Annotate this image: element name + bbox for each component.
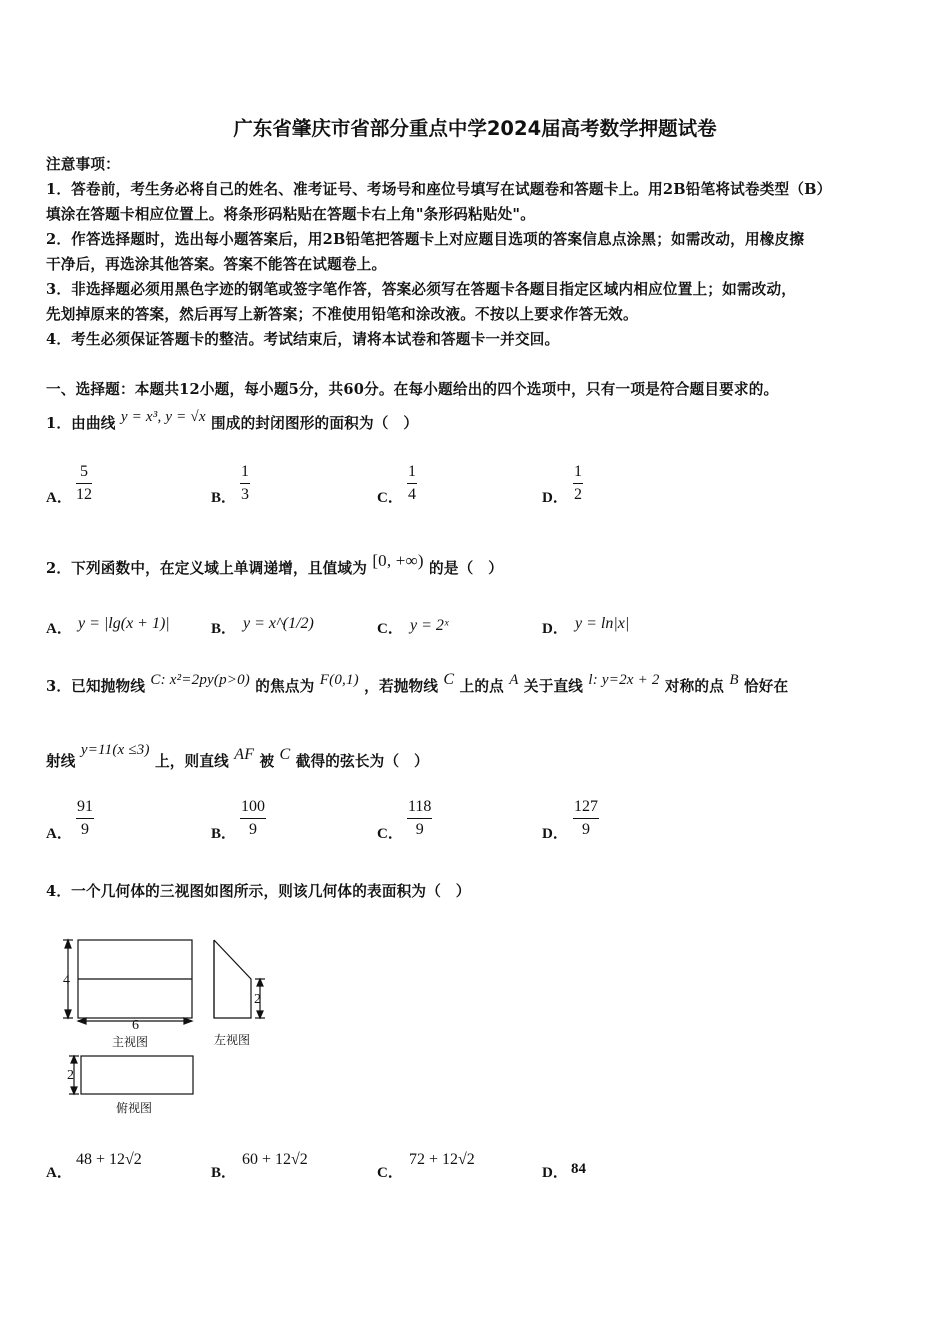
q2-option-b-value: y = x^(1/2) [243,615,314,632]
q3-option-d-value [573,798,599,839]
q3-l2-prefix: 射线 [46,753,76,770]
q3-text-7: 恰好在 [743,678,789,695]
q3-text-2: 的焦点为 [255,678,315,695]
front-view [63,940,192,1024]
q1-option-c-label: C． [377,490,403,506]
notice-line-3: 2．作答选择题时，选出每小题答案后，用2B铅笔把答题卡上对应题目选项的答案信息点涂黑；如需改动，用橡皮擦 [46,231,805,248]
section-heading: 一、选择题：本题共12小题，每小题5分，共60分。在每小题给出的四个选项中，只有一项是符合题目要求的。 [46,381,779,398]
q2-option-a-value: y = |lg(x + 1)| [78,615,170,632]
q4-option-d-label: D． [542,1165,568,1181]
q3-c-den: 9 [415,821,424,838]
q1-option-d-value [573,463,583,504]
q1-option-a-label: A． [46,490,72,506]
q2-option-c-value: y = 2ˣ [410,617,449,634]
q3-text-3: ，若抛物线 [364,678,439,695]
notice-line-2: 填涂在答题卡相应位置上。将条形码粘贴在答题卡右上角"条形码粘贴处"。 [46,206,536,223]
q3-text-4: 上的点 [459,678,504,695]
question-3-stem-line-2 [46,742,429,771]
q3-l2-math-1: y=11(x ≤3) [80,742,150,758]
notice-heading: 注意事项： [46,156,120,173]
q3-option-a-label: A． [46,826,72,842]
q3-option-b-label: B． [211,826,237,842]
q4-option-c-label: C． [377,1165,403,1181]
q2-option-a-label: A． [46,621,72,637]
question-2-stem [46,551,504,578]
top-view-caption: 俯视图 [116,1101,153,1115]
notice-line-5: 3．非选择题必须用黑色字迹的钢笔或签字笔作答，答案必须写在答题卡各题目指定区域内相应位置上；如需改动， [46,281,797,298]
q3-d-num: 127 [574,798,598,815]
side-dim-label: 2 [254,992,261,1007]
q3-a-den: 9 [81,821,89,838]
q3-option-c-label: C． [377,826,403,842]
q3-option-a-value [76,798,94,839]
q3-l2-text-2: 上，则直线 [154,753,229,770]
q1-option-b-label: B． [211,490,237,506]
front-view-caption: 主视图 [112,1035,149,1049]
q1-c-den: 4 [408,486,416,503]
front-width-label: 6 [132,1018,139,1033]
q3-b-num: 100 [241,798,265,815]
q2-suffix: 的是（ ） [429,560,504,577]
q3-c-num: 118 [408,798,432,815]
q1-prefix: 1．由曲线 [46,415,116,432]
q1-c-num: 1 [408,463,416,480]
q3-l2-math-2: AF [234,746,255,763]
q4-option-d-value: 84 [571,1161,586,1177]
q3-math-6: B [729,672,739,688]
question-4-stem: 4．一个几何体的三视图如图所示，则该几何体的表面积为（ ） [46,883,471,900]
q3-option-d-label: D． [542,826,568,842]
q3-a-num: 91 [77,798,93,815]
q2-option-b-label: B． [211,621,237,637]
q3-math-4: A [509,672,519,688]
q1-b-den: 3 [241,486,249,503]
q2-option-c-label: C． [377,621,403,637]
q4-option-b-value: 60 + 12√2 [242,1151,308,1168]
q2-option-d-value: y = ln|x| [575,615,630,632]
top-view [69,1056,193,1094]
q3-d-den: 9 [582,821,590,838]
q3-l2-text-3: 被 [259,753,275,770]
q1-d-num: 1 [574,463,582,480]
page-title: 广东省肇庆市省部分重点中学2024届高考数学押题试卷 [233,117,717,140]
notice-line-4: 干净后，再选涂其他答案。答案不能答在试题卷上。 [46,256,387,273]
q4-option-b-label: B． [211,1165,237,1181]
q3-math-1: C: x²=2py(p>0) [150,672,251,688]
q2-option-d-label: D． [542,621,568,637]
notice-line-1: 1．答卷前，考生务必将自己的姓名、准考证号、考场号和座位号填写在试题卷和答题卡上。用2B铅笔将试卷类型（B） [46,181,832,198]
q3-b-den: 9 [249,821,257,838]
question-3-stem-line-1 [46,671,789,696]
q1-math: y = x³, y = √x [120,409,206,425]
q1-a-num: 5 [80,463,88,480]
q4-option-a-label: A． [46,1165,72,1181]
q3-l2-text-4: 截得的弦长为（ ） [295,753,429,770]
notice-line-7: 4．考生必须保证答题卡的整洁。考试结束后，请将本试卷和答题卡一并交回。 [46,331,560,348]
q2-prefix: 2．下列函数中，在定义域上单调递增，且值域为 [46,560,368,577]
notice-line-6: 先划掉原来的答案，然后再写上新答案；不准使用铅笔和涂改液。不按以上要求作答无效。 [46,306,638,323]
q3-text-6: 对称的点 [664,678,725,695]
q3-math-2: F(0,1) [319,672,359,688]
q4-option-c-value: 72 + 12√2 [409,1151,475,1168]
question-1-stem [46,409,419,433]
q1-option-d-label: D． [542,490,568,506]
q1-option-a-value [76,463,92,504]
q3-math-5: l: y=2x + 2 [588,672,660,688]
q3-prefix: 3．已知抛物线 [46,678,146,695]
q1-suffix: 围成的封闭图形的面积为（ ） [211,415,419,432]
q4-option-a-value: 48 + 12√2 [76,1151,142,1168]
q3-option-c-value [407,798,432,839]
q1-option-c-value [407,463,417,504]
q3-text-5: 关于直线 [523,678,584,695]
front-height-label: 4 [63,973,70,988]
side-view-caption: 左视图 [214,1033,251,1047]
three-view-figure [56,935,286,1120]
q3-option-b-value [240,798,266,839]
q3-l2-math-3: C [279,746,291,763]
q1-b-num: 1 [241,463,249,480]
q1-a-den: 12 [76,486,92,503]
top-dim-label: 2 [67,1068,74,1083]
q1-option-b-value [240,463,250,504]
q2-math: [0, +∞) [372,551,424,570]
q1-d-den: 2 [574,486,582,503]
q3-math-3: C [443,671,455,688]
